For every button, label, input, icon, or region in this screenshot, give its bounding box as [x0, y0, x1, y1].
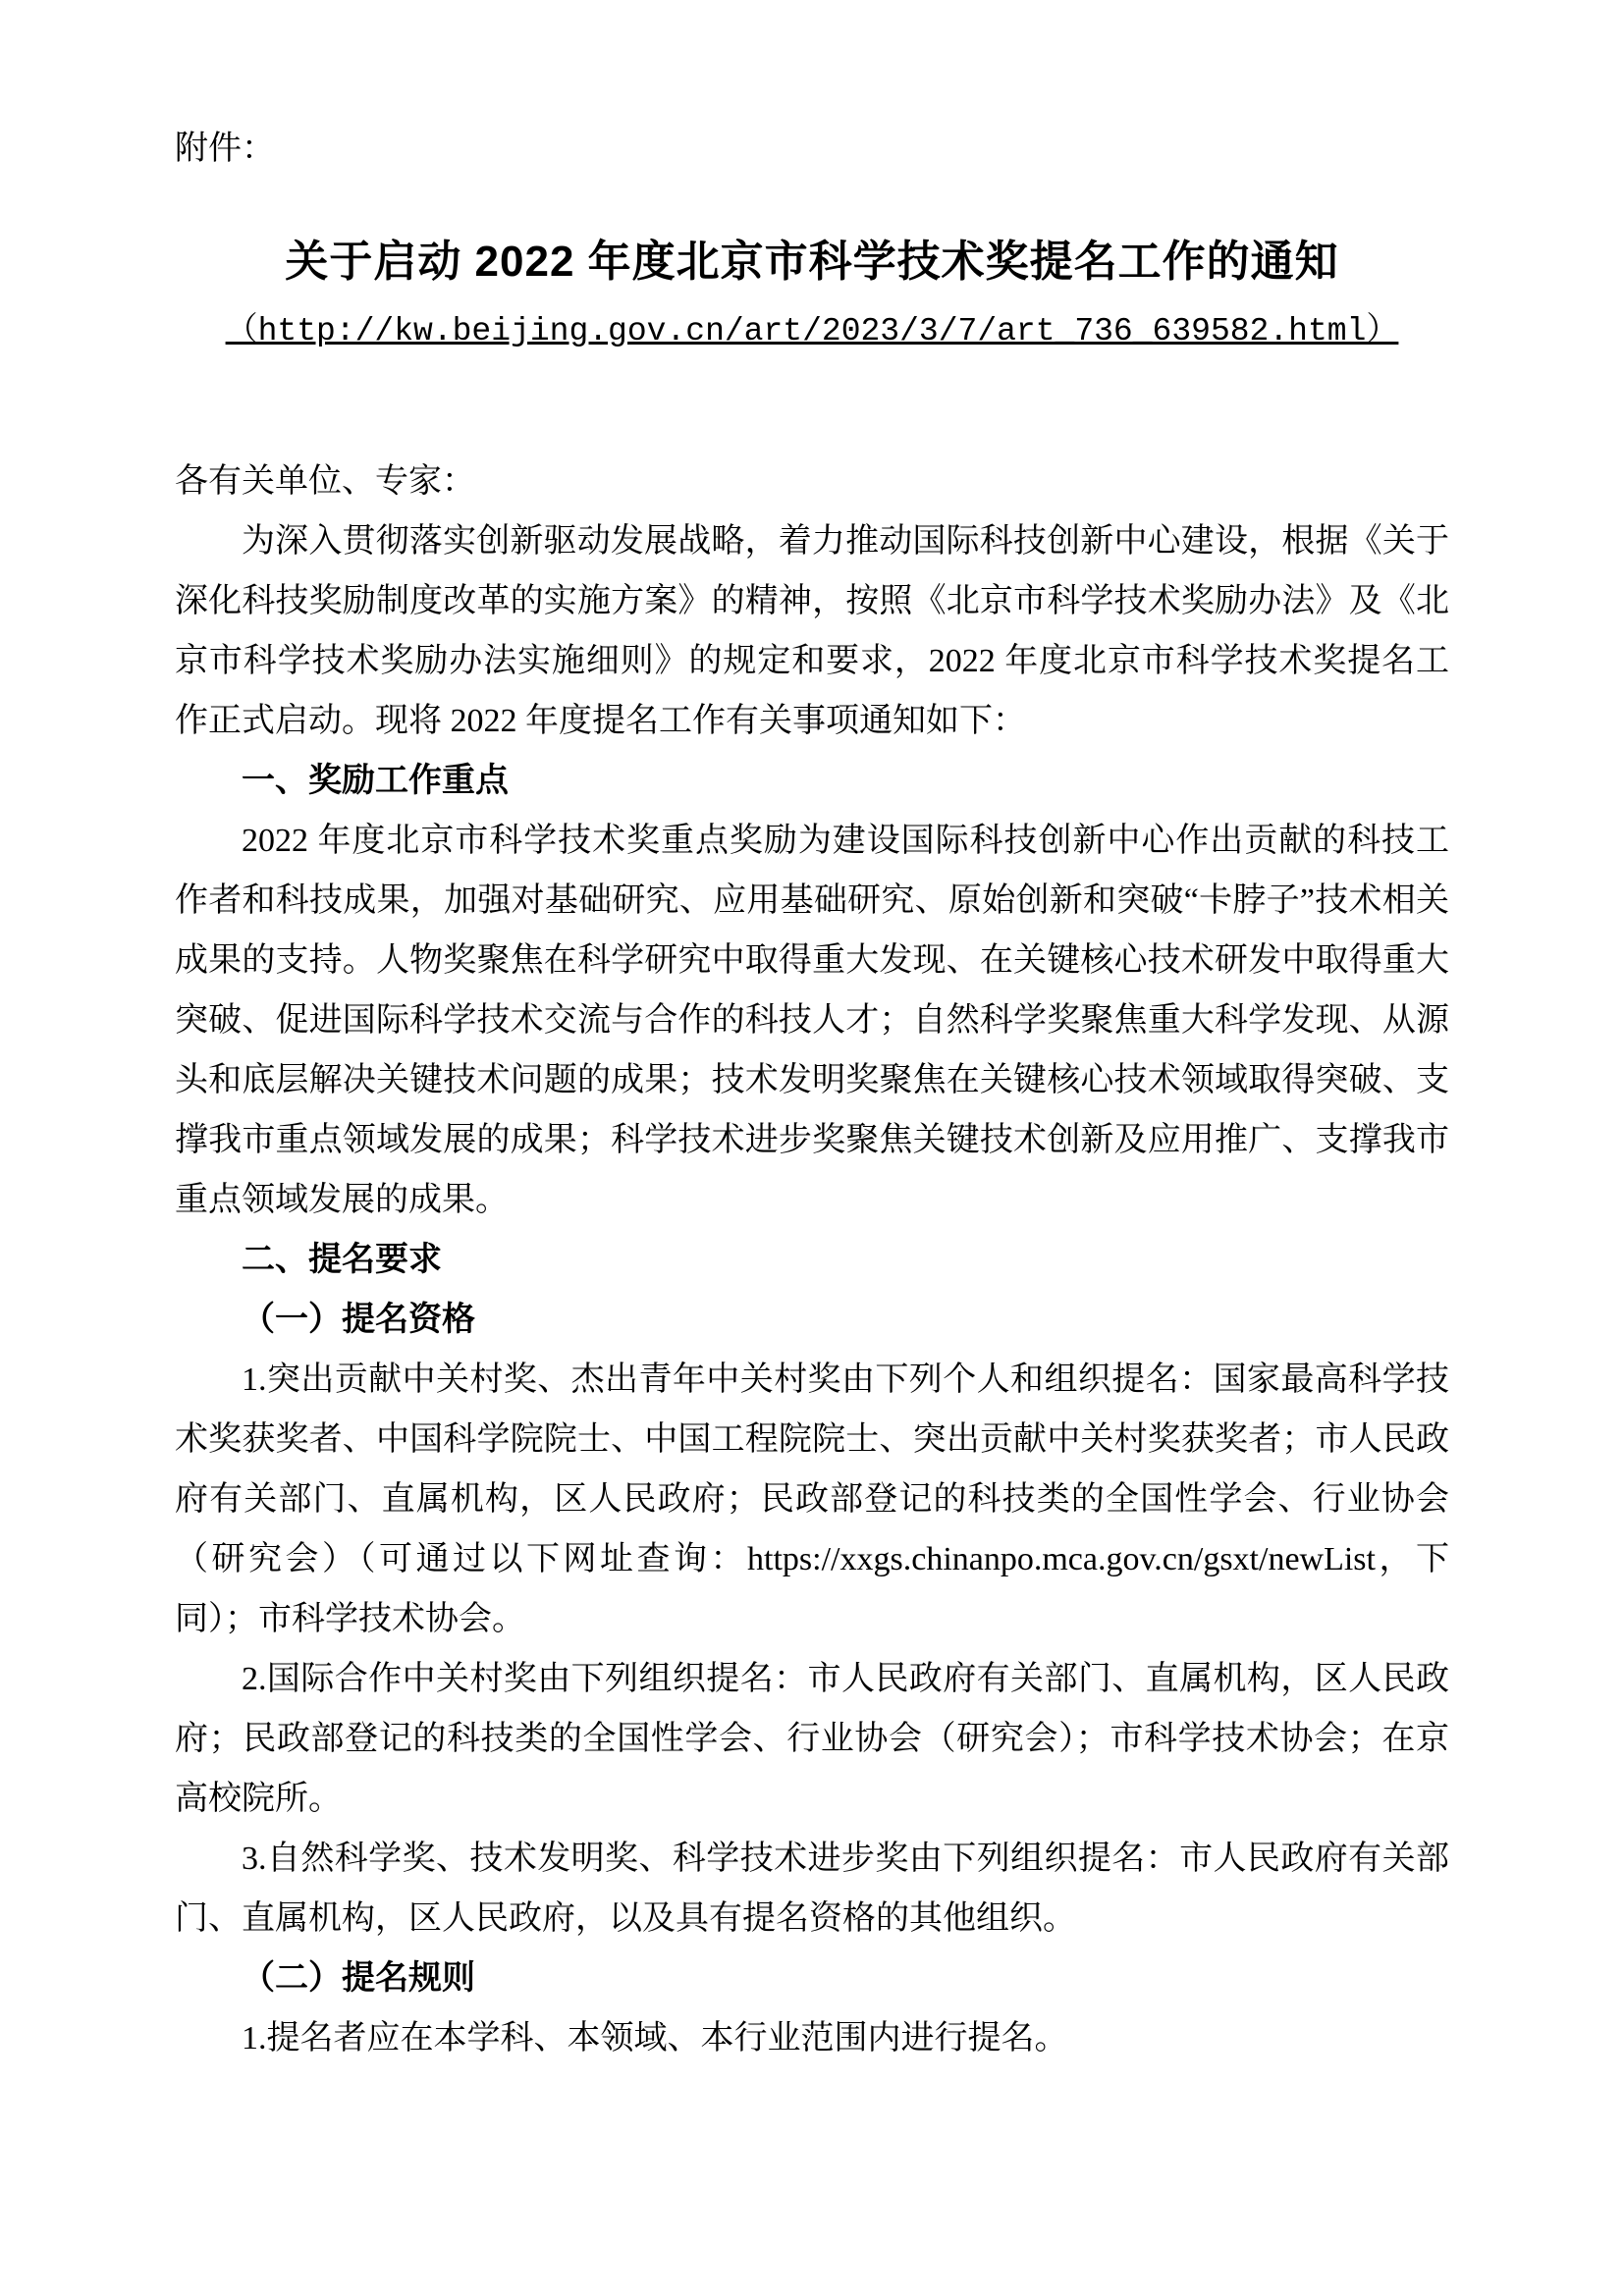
- section-1-paragraph: 2022 年度北京市科学技术奖重点奖励为建设国际科技创新中心作出贡献的科技工作者和科技成果，加强对基础研究、应用基础研究、原始创新和突破“卡脖子”技术相关成果的支持。人物奖聚焦在科学研究中取得重大发现、在关键核心技术研发中取得重大突破、促进国际科学技术交流与合作的科技人才；自然科学奖聚焦重大科学发现、从源头和底层解决关键技术问题的成果；技术发明奖聚焦在关键核心技术领域取得突破、支撑我市重点领域发展的成果；科学技术进步奖聚焦关键技术创新及应用推广、支撑我市重点领域发展的成果。: [175, 823, 1449, 1218]
- nomination-eligibility-item-3: 3.自然科学奖、技术发明奖、科学技术进步奖由下列组织提名：市人民政府有关部门、直属机构，区人民政府，以及具有提名资格的其他组织。: [175, 1841, 1449, 1937]
- salutation: 各有关单位、专家：: [175, 463, 475, 500]
- nomination-rule-item-1: 1.提名者应在本学科、本领域、本行业范围内进行提名。: [242, 2020, 1068, 2056]
- subsection-2-1-heading: （一）提名资格: [242, 1301, 475, 1338]
- section-2-heading: 二、提名要求: [242, 1241, 442, 1278]
- attachment-label: 附件：: [175, 131, 275, 167]
- intro-paragraph: 为深入贯彻落实创新驱动发展战略，着力推动国际科技创新中心建设，根据《关于深化科技奖励制度改革的实施方案》的精神，按照《北京市科学技术奖励办法》及《北京市科学技术奖励办法实施细则》的规定和要求，2022 年度北京市科学技术奖提名工作正式启动。现将 2022 年度提名工作有关事项通知如下：: [175, 523, 1449, 739]
- source-url-line: [175, 306, 1449, 355]
- section-1-heading: 一、奖励工作重点: [242, 762, 509, 799]
- subsection-2-2-heading: （二）提名规则: [242, 1959, 475, 1997]
- document-title: 关于启动 2022 年度北京市科学技术奖提名工作的通知: [285, 238, 1339, 286]
- nomination-eligibility-item-2: 2.国际合作中关村奖由下列组织提名：市人民政府有关部门、直属机构，区人民政府；民政部登记的科技类的全国性学会、行业协会（研究会）；市科学技术协会；在京高校院所。: [175, 1661, 1449, 1817]
- nomination-eligibility-item-1: 1.突出贡献中关村奖、杰出青年中关村奖由下列个人和组织提名：国家最高科学技术奖获奖者、中国科学院院士、中国工程院院士、突出贡献中关村奖获奖者；市人民政府有关部门、直属机构，区人民政府；民政部登记的科技类的全国性学会、行业协会（研究会）（可通过以下网址查询：https://xxgs.chinanpo.mca.gov.cn/gsxt/newList，下同）；市科学技术协会。: [175, 1362, 1449, 1637]
- source-url-link[interactable]: （http://kw.beijing.gov.cn/art/2023/3/7/art_736_639582.html）: [225, 313, 1399, 349]
